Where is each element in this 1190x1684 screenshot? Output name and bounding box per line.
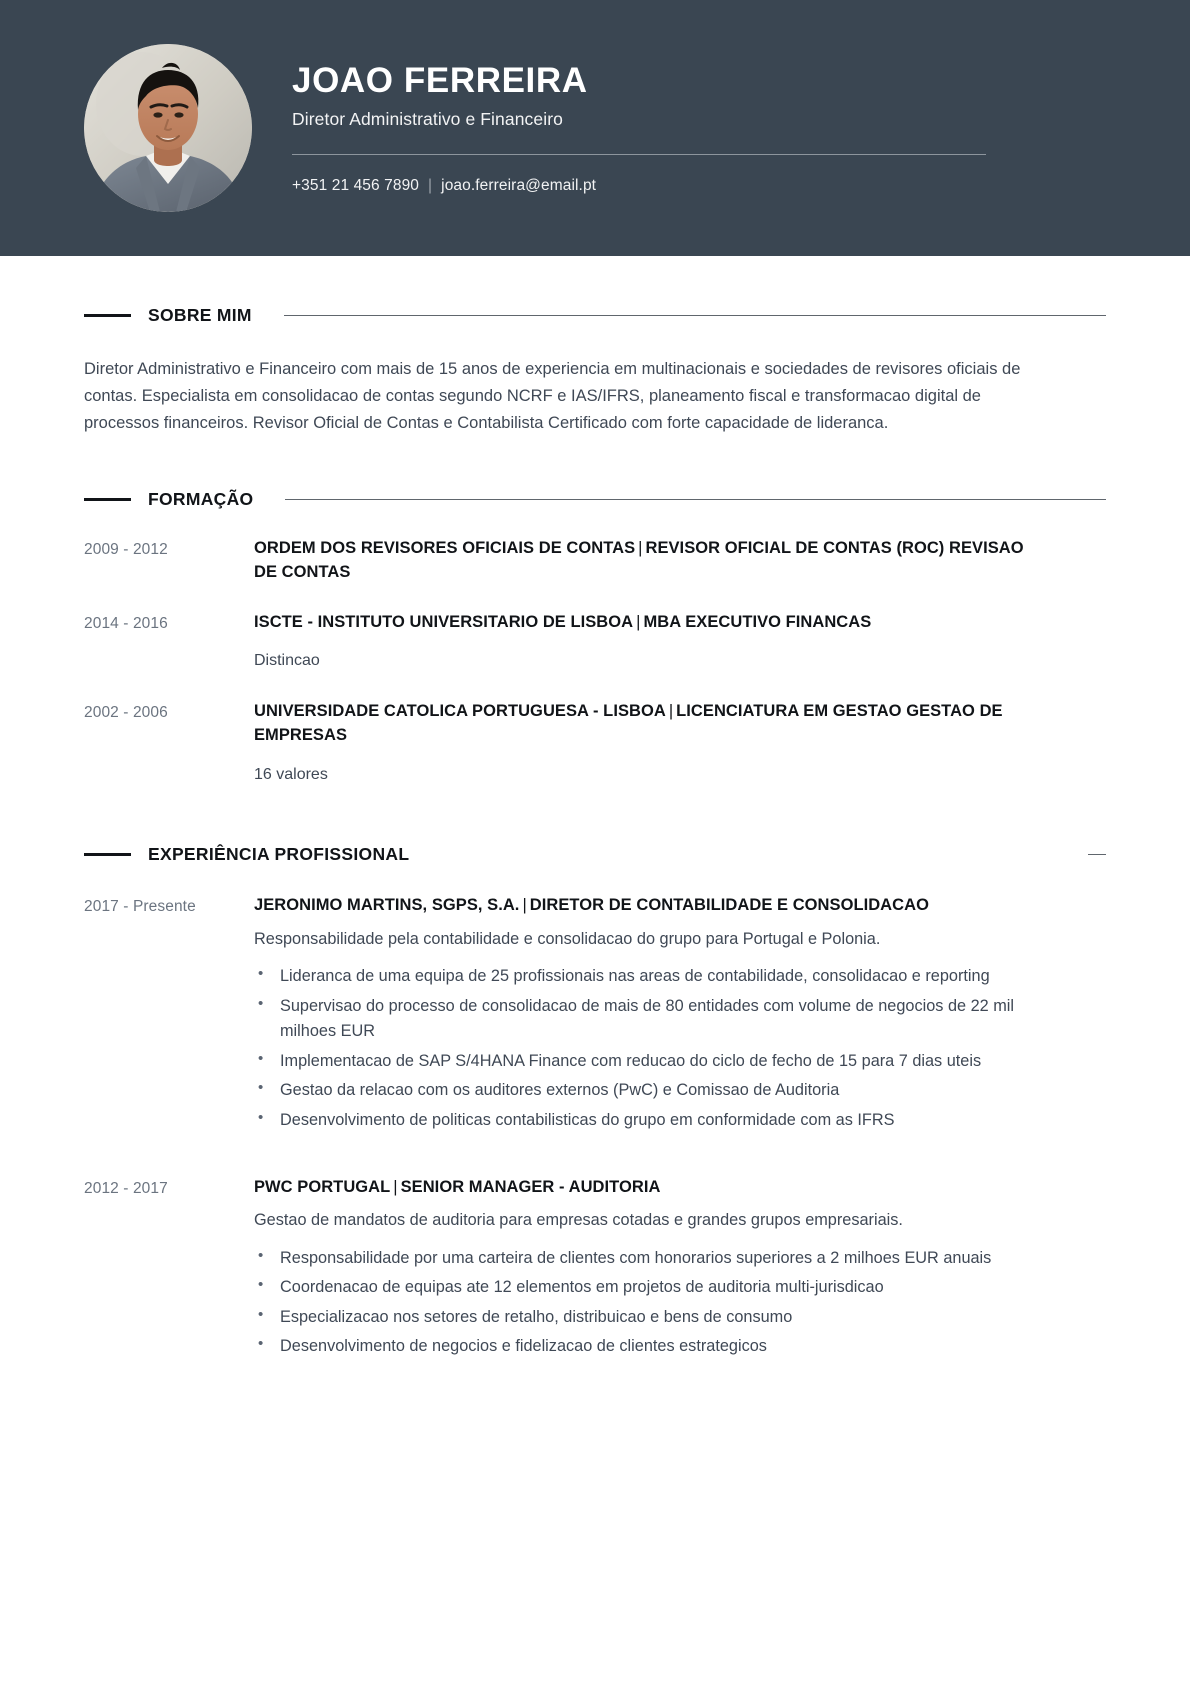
education-entry-title	[254, 611, 1029, 635]
resume-header	[0, 0, 1190, 256]
bullet-item: • Desenvolvimento de negocios e fidelizacao de clientes estrategicos	[254, 1334, 1029, 1360]
page-title: JOAO FERREIRA	[292, 60, 588, 100]
experience-company: PWC PORTUGAL	[254, 1177, 391, 1196]
experience-bullets	[254, 1246, 1029, 1360]
section-education	[84, 485, 1106, 788]
experience-role: SENIOR MANAGER - AUDITORIA	[400, 1177, 661, 1196]
education-institution: ISCTE - INSTITUTO UNIVERSITARIO DE LISBOA	[254, 612, 634, 631]
education-note: Distincao	[254, 652, 320, 670]
header-text-block	[292, 61, 1092, 195]
education-field: REVISAO DE CONTAS	[254, 538, 1024, 581]
experience-bullets	[254, 964, 1029, 1133]
title-separator: |	[522, 895, 527, 914]
section-header-education	[84, 485, 1106, 515]
education-entry	[84, 611, 1106, 675]
job-title: Diretor Administrativo e Financeiro	[292, 109, 563, 130]
experience-date: 2017 - Presente	[84, 897, 196, 915]
bullet-item: • Supervisao do processo de consolidacao de mais de 80 entidades com volume de negocios de 22 mil milhoes EUR	[254, 994, 1029, 1045]
section-dash-icon	[84, 853, 131, 856]
section-about	[84, 256, 1106, 437]
education-entry-body	[254, 537, 1029, 585]
education-date: 2009 - 2012	[84, 540, 168, 558]
experience-entry	[84, 894, 1106, 1138]
education-entry	[84, 700, 1106, 788]
experience-entry-title	[254, 1176, 1029, 1200]
bullet-item: • Implementacao de SAP S/4HANA Finance com reducao do ciclo de fecho de 15 para 7 dias uteis	[254, 1049, 1029, 1075]
section-rule	[284, 315, 1106, 316]
bullet-item: • Gestao da relacao com os auditores externos (PwC) e Comissao de Auditoria	[254, 1078, 1029, 1104]
section-dash-icon	[84, 498, 131, 501]
title-separator: |	[393, 1177, 398, 1196]
section-dash-icon	[84, 314, 131, 317]
education-entry-title	[254, 700, 1029, 748]
education-date: 2014 - 2016	[84, 614, 168, 632]
email-text: joao.ferreira@email.pt	[441, 177, 597, 195]
experience-role: DIRETOR DE CONTABILIDADE E CONSOLIDACAO	[529, 895, 929, 914]
about-text: Diretor Administrativo e Financeiro com mais de 15 anos de experiencia em multinacionais e sociedades de revisores oficiais de contas. Especialista em consolidacao de contas segundo NCRF e IAS/IFRS, planeamento fiscal e transformacao digital de processos financeiros. Revisor Oficial de Contas e Contabilista Certificado com forte capacidade de lideranca.	[84, 360, 1021, 432]
bullet-item: • Coordenacao de equipas ate 12 elementos em projetos de auditoria multi-jurisdicao	[254, 1275, 1029, 1301]
section-title-experience: EXPERIÊNCIA PROFISSIONAL	[148, 844, 410, 865]
section-header-experience	[84, 840, 1106, 870]
phone-text: +351 21 456 7890	[292, 177, 420, 195]
education-entry	[84, 537, 1106, 585]
education-degree: REVISOR OFICIAL DE CONTAS (ROC)	[645, 538, 945, 557]
section-rule	[285, 499, 1106, 500]
experience-company: JERONIMO MARTINS, SGPS, S.A.	[254, 895, 520, 914]
experience-entry-body	[254, 894, 1029, 1138]
education-note: 16 valores	[254, 766, 328, 784]
experience-description: Responsabilidade pela contabilidade e consolidacao do grupo para Portugal e Polonia.	[254, 929, 881, 948]
resume-body	[0, 256, 1190, 1364]
education-degree: LICENCIATURA EM GESTAO	[676, 702, 902, 721]
section-experience	[84, 840, 1106, 1364]
contact-separator: |	[428, 177, 433, 195]
education-institution: ORDEM DOS REVISORES OFICIAIS DE CONTAS	[254, 538, 636, 557]
avatar	[84, 44, 252, 212]
education-entry-body	[254, 700, 1029, 788]
bullet-item: • Especializacao nos setores de retalho, distribuicao e bens de consumo	[254, 1305, 1029, 1331]
education-entry-title	[254, 537, 1029, 585]
section-rule	[1088, 854, 1106, 855]
experience-entry-title	[254, 894, 1029, 918]
bullet-item: • Responsabilidade por uma carteira de clientes com honorarios superiores a 2 milhoes EUR anuais	[254, 1246, 1029, 1272]
section-title-about: SOBRE MIM	[148, 304, 252, 325]
experience-list	[84, 894, 1106, 1364]
header-divider	[292, 154, 986, 155]
experience-date: 2012 - 2017	[84, 1179, 168, 1197]
experience-entry	[84, 1176, 1106, 1364]
bullet-item: • Desenvolvimento de politicas contabilisticas do grupo em conformidade com as IFRS	[254, 1108, 1029, 1134]
education-institution: UNIVERSIDADE CATOLICA PORTUGUESA - LISBOA	[254, 702, 666, 721]
education-date: 2002 - 2006	[84, 704, 168, 722]
bullet-item: • Lideranca de uma equipa de 25 profissionais nas areas de contabilidade, consolidacao e reporting	[254, 964, 1029, 990]
experience-entry-body	[254, 1176, 1029, 1364]
section-header-about	[84, 300, 1106, 330]
contact-line	[292, 177, 962, 195]
education-degree: MBA EXECUTIVO FINANCAS	[643, 612, 872, 631]
education-entry-body	[254, 611, 1029, 675]
title-separator: |	[636, 612, 641, 631]
title-separator: |	[638, 538, 643, 557]
section-title-education: FORMAÇÃO	[148, 489, 254, 510]
experience-description: Gestao de mandatos de auditoria para empresas cotadas e grandes grupos empresariais.	[254, 1211, 903, 1230]
title-separator: |	[668, 702, 674, 721]
education-list	[84, 537, 1106, 788]
education-field: GESTAO DE EMPRESAS	[254, 702, 1003, 745]
